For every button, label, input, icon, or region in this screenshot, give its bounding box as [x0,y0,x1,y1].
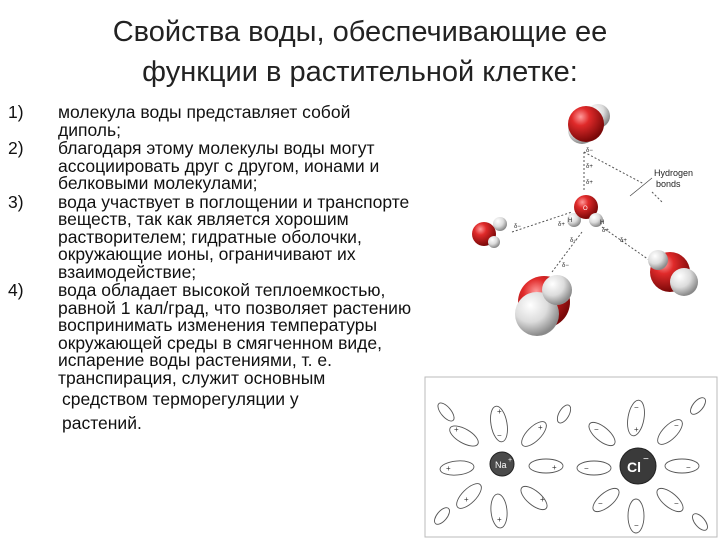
atom-label: O [583,206,588,212]
list-item [8,191,478,282]
water-molecule-top [568,104,610,144]
svg-text:−: − [674,499,679,508]
item-line: воспринимать изменения температуры [58,315,378,335]
svg-text:−: − [634,521,639,530]
hydrogen-bonds-label-line2: bonds [656,179,681,189]
item-line: испарение воды растениями, т. е. [58,350,332,370]
cation-symbol: Na [495,460,507,470]
item-line: белковыми молекулами; [58,173,258,193]
item-line: равной 1 кал/град, что позволяет растению [58,297,412,318]
sodium-ion [490,452,514,476]
svg-text:−: − [674,421,679,430]
svg-text:+: + [497,407,502,416]
item-number: 4) [8,280,24,300]
item-line: окружающие ионы, ограничивают их [58,244,356,264]
hydrogen-bonds-label-line1: Hydrogen [654,168,694,178]
item-line: растворителем; гидратные оболочки, [58,226,362,247]
svg-text:+: + [497,515,502,524]
anion-charge: − [643,454,649,465]
item-line: растений. [62,413,142,433]
svg-text:−: − [598,499,603,508]
item-line: веществ, так как является хорошим [58,209,349,229]
item-line: вода участвует в поглощении и транспорте [58,191,410,212]
item-line: ассоциировать друг с другом, ионами и [58,155,380,176]
item-line: диполь; [58,119,122,140]
slide-title [40,12,680,92]
svg-text:−: − [686,463,691,472]
hydrated-ions-figure [424,376,718,538]
item-line: средством терморегуляции у [62,389,299,409]
svg-text:−: − [634,403,639,412]
item-number: 1) [8,102,24,122]
charge-label: δ− [514,224,521,230]
title-line-2: функции в растительной клетке: [142,56,578,88]
item-line: окружающей среды в смягченном виде, [58,332,382,353]
item-number: 2) [8,138,24,158]
title-line-1: Свойства воды, обеспечивающие ее [112,16,608,48]
svg-text:+: + [538,423,543,432]
svg-text:+: + [446,464,451,473]
water-hydrogen-bonds-figure [462,92,718,342]
anion-symbol: Cl [627,459,641,475]
svg-text:+: + [540,495,545,504]
svg-text:+: + [552,463,557,472]
water-molecule-left [472,217,507,248]
svg-text:+: + [464,495,469,504]
item-line: благодаря этому молекулы воды могут [58,138,375,158]
svg-text:+: + [634,425,639,434]
item-line: молекула воды представляет собой [58,102,351,122]
item-line: вода обладает высокой теплоемкостью, [58,280,386,300]
water-molecule-right [648,250,698,296]
water-molecule-bottom [515,275,572,336]
charge-label: δ+ [620,238,627,244]
charge-label: δ+ [586,164,593,170]
svg-text:−: − [497,431,502,440]
charge-label: δ− [570,238,577,244]
figure-frame [425,377,717,537]
atom-label: H [600,220,605,226]
list-item [8,104,478,139]
item-number: 3) [8,191,24,212]
item-line: транспирация, служит основным [58,367,326,388]
svg-text:+: + [454,425,459,434]
svg-text:−: − [584,464,589,473]
list-item [8,282,478,435]
properties-list [8,104,478,435]
chloride-ion [620,448,656,484]
charge-label: δ+ [602,228,609,234]
cation-charge: + [508,457,513,464]
charge-label: δ+ [558,222,565,228]
svg-text:−: − [594,425,599,434]
list-item [8,140,478,193]
item-line: взаимодействие; [58,261,197,282]
atom-label: H [568,218,573,224]
charge-label: δ− [562,263,569,269]
label-pointer [630,178,652,196]
charge-label: δ+ [586,180,593,186]
charge-label: δ− [586,148,593,154]
